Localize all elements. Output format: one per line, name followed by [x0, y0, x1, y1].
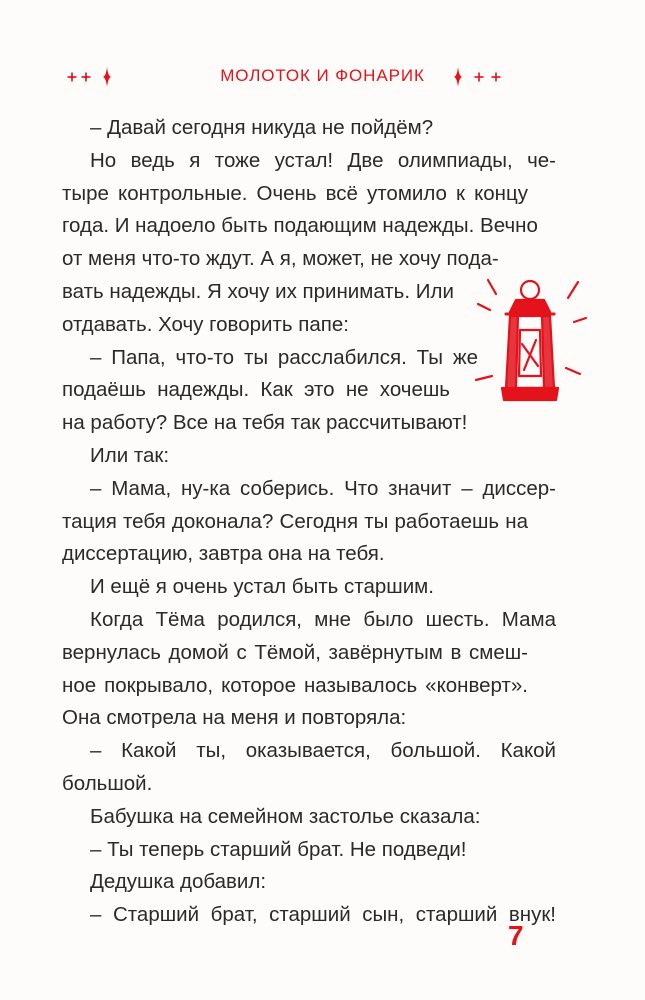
text-line: – Папа, что-то ты расслабился. Ты же: [90, 345, 478, 369]
text-line: Она смотрела на меня и повторяла:: [62, 706, 407, 730]
text-line: года. И надоело быть подающим надежды. Вечно: [62, 214, 538, 238]
text-line: – Какой ты, оказывается, большой. Какой: [90, 739, 556, 763]
text-line: диссертацию, завтра она на тебя.: [62, 542, 385, 566]
running-title: МОЛОТОК И ФОНАРИК: [220, 66, 425, 85]
text-line: – Ты теперь старший брат. Не подведи!: [90, 837, 467, 861]
text-line: Но ведь я тоже устал! Две олимпиады, че-: [90, 148, 556, 172]
text-line: на работу? Все на тебя так рассчитывают!: [62, 411, 468, 435]
text-line: отдавать. Хочу говорить папе:: [62, 312, 349, 336]
text-line: Или так:: [90, 443, 170, 467]
text-line: – Старший брат, старший сын, старший внук!: [90, 903, 556, 927]
text-line: тыре контрольные. Очень всё утомило к концу: [62, 181, 528, 205]
text-line: Дедушка добавил:: [90, 870, 267, 894]
text-line: подаёшь надежды. Как это не хочешь: [62, 378, 450, 402]
text-line: вернулась домой с Тёмой, завёрнутым в смеш-: [62, 640, 528, 664]
text-line: Бабушка на семейном застолье сказала:: [90, 804, 481, 828]
text-line: тация тебя доконала? Сегодня ты работаешь на: [62, 509, 528, 533]
body-text: [62, 112, 556, 932]
text-line: – Мама, ну-ка соберись. Что значит – диссер-: [90, 476, 556, 500]
page-number: 7: [508, 920, 524, 951]
text-line: вать надежды. Я хочу их принимать. Или: [62, 279, 454, 303]
text-line: Когда Тёма родился, мне было шесть. Мама: [90, 607, 556, 631]
text-line: большой.: [62, 771, 153, 795]
text-line: – Давай сегодня никуда не пойдём?: [90, 116, 434, 139]
lantern-icon: [470, 270, 590, 425]
text-line: И ещё я очень устал быть старшим.: [90, 575, 434, 599]
page-header: [0, 60, 645, 96]
text-line: от меня что-то ждут. А я, может, не хочу пода-: [62, 247, 499, 271]
sparkle-stars-icon: [452, 64, 508, 90]
text-line: ное покрывало, которое называлось «конверт».: [62, 673, 528, 697]
